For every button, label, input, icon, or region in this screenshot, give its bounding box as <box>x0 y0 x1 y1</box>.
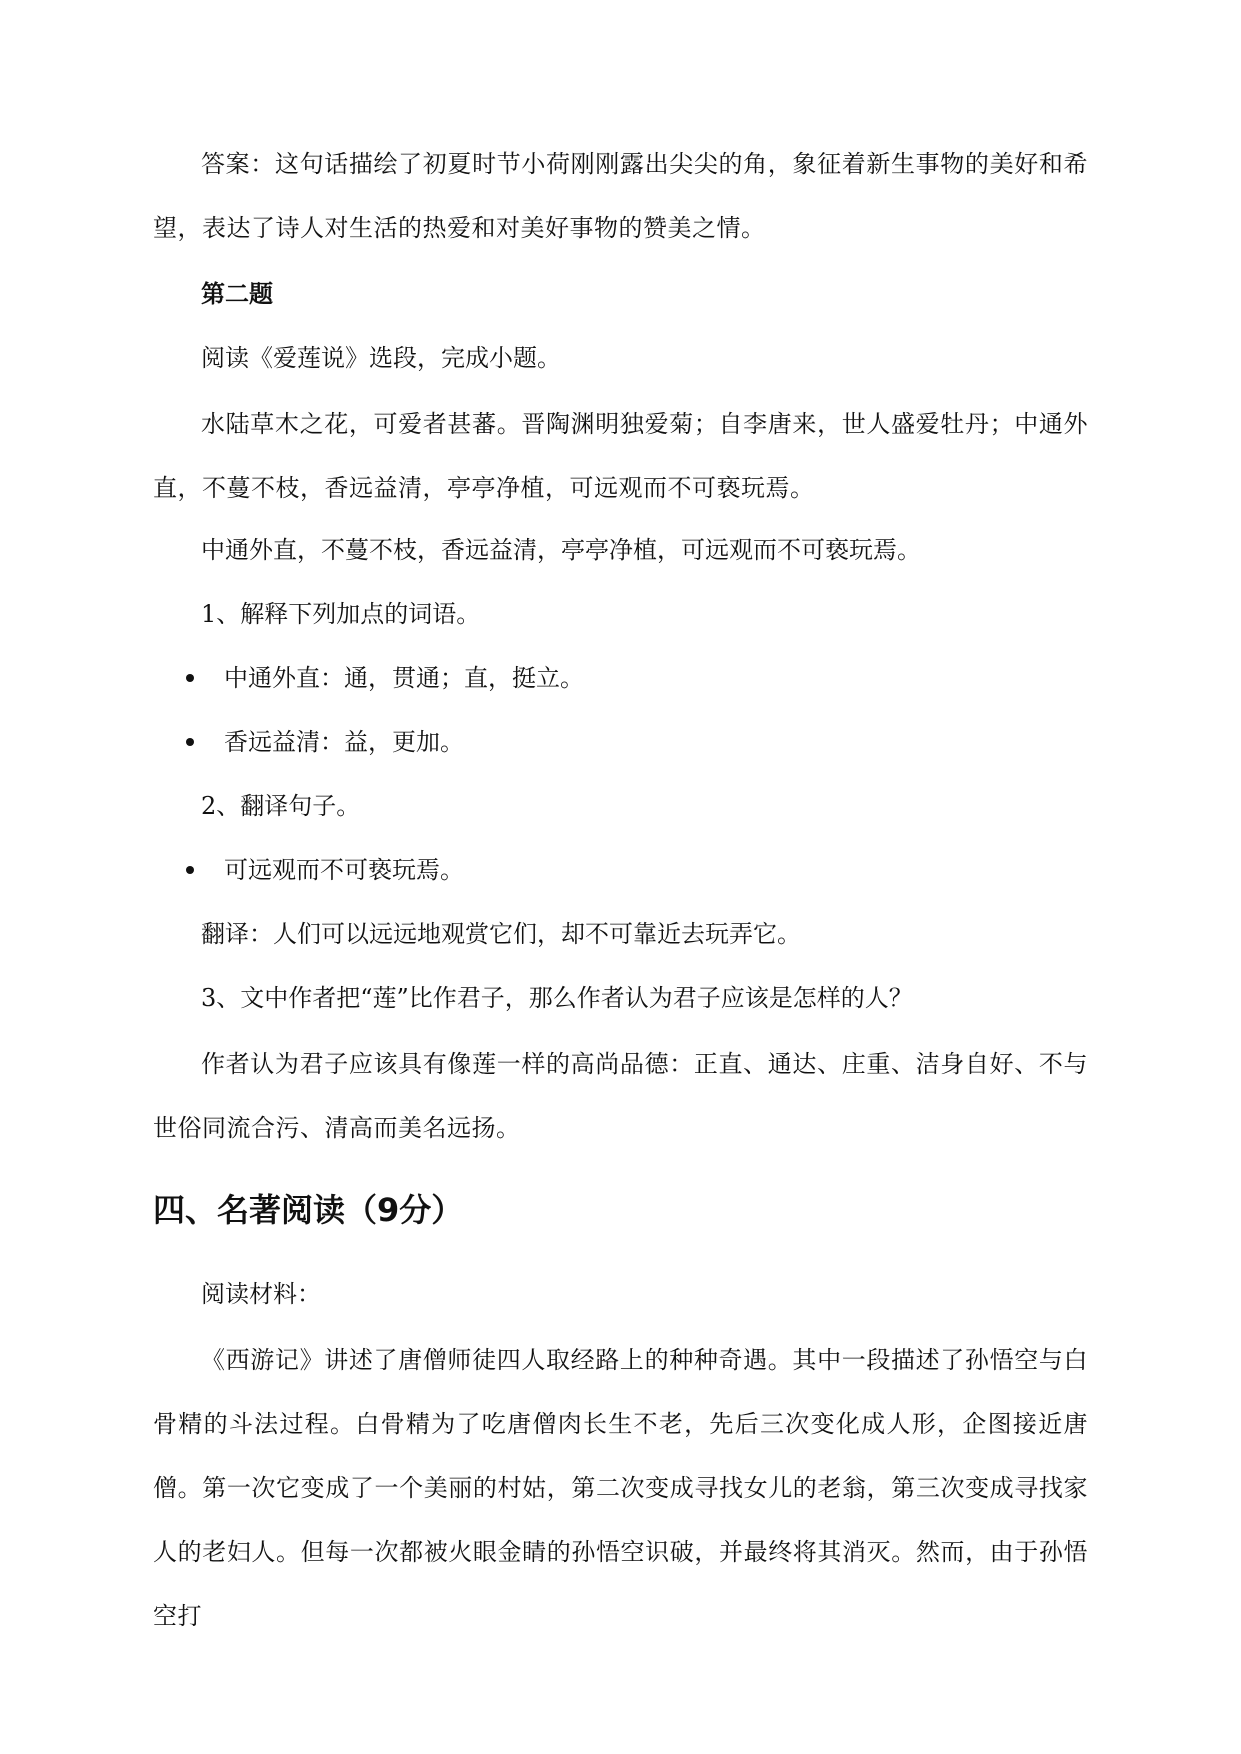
bullet-icon <box>186 738 194 746</box>
subquestion-2: 2、翻译句子。 <box>201 792 361 820</box>
passage-paragraph: 水陆草木之花，可爱者甚蕃。晋陶渊明独爱菊；自李唐来，世人盛爱牡丹；中通外直，不蔓不枝，香远益清，亭亭净植，可远观而不可亵玩焉。 <box>153 410 1088 502</box>
subquestion-3: 3、文中作者把“莲”比作君子，那么作者认为君子应该是怎样的人？ <box>201 984 913 1012</box>
list-item <box>186 726 464 758</box>
subquestion-1: 1、解释下列加点的词语。 <box>201 600 481 628</box>
list-item-text: 香远益清：益，更加。 <box>224 728 464 756</box>
bullet-icon <box>186 674 194 682</box>
subquestion-3-answer: 作者认为君子应该具有像莲一样的高尚品德：正直、通达、庄重、洁身自好、不与世俗同流合污、清高而美名远扬。 <box>153 1050 1088 1142</box>
material-label: 阅读材料： <box>201 1280 321 1308</box>
material-paragraph: 《西游记》讲述了唐僧师徒四人取经路上的种种奇遇。其中一段描述了孙悟空与白骨精的斗法过程。白骨精为了吃唐僧肉长生不老，先后三次变化成人形，企图接近唐僧。第一次它变成了一个美丽的村姑，第二次变成寻找女儿的老翁，第三次变成寻找家人的老妇人。但每一次都被火眼金睛的孙悟空识破，并最终将其消灭。然而，由于孙悟空打 <box>153 1346 1088 1630</box>
list-item <box>186 662 584 694</box>
bullet-icon <box>186 866 194 874</box>
list-item <box>186 854 464 886</box>
translation-answer: 翻译：人们可以远远地观赏它们，却不可靠近去玩弄它。 <box>201 920 801 948</box>
question-2-label: 第二题 <box>201 279 273 308</box>
list-item-text: 可远观而不可亵玩焉。 <box>224 856 464 884</box>
section-4-heading: 四、名著阅读（9分） <box>153 1191 464 1229</box>
answer-paragraph: 答案：这句话描绘了初夏时节小荷刚刚露出尖尖的角，象征着新生事物的美好和希望，表达了诗人对生活的热爱和对美好事物的赞美之情。 <box>153 150 1088 242</box>
list-item-text: 中通外直：通，贯通；直，挺立。 <box>224 664 584 692</box>
question-2-intro: 阅读《爱莲说》选段，完成小题。 <box>201 344 561 372</box>
passage-quote: 中通外直，不蔓不枝，香远益清，亭亭净植，可远观而不可亵玩焉。 <box>201 536 921 564</box>
